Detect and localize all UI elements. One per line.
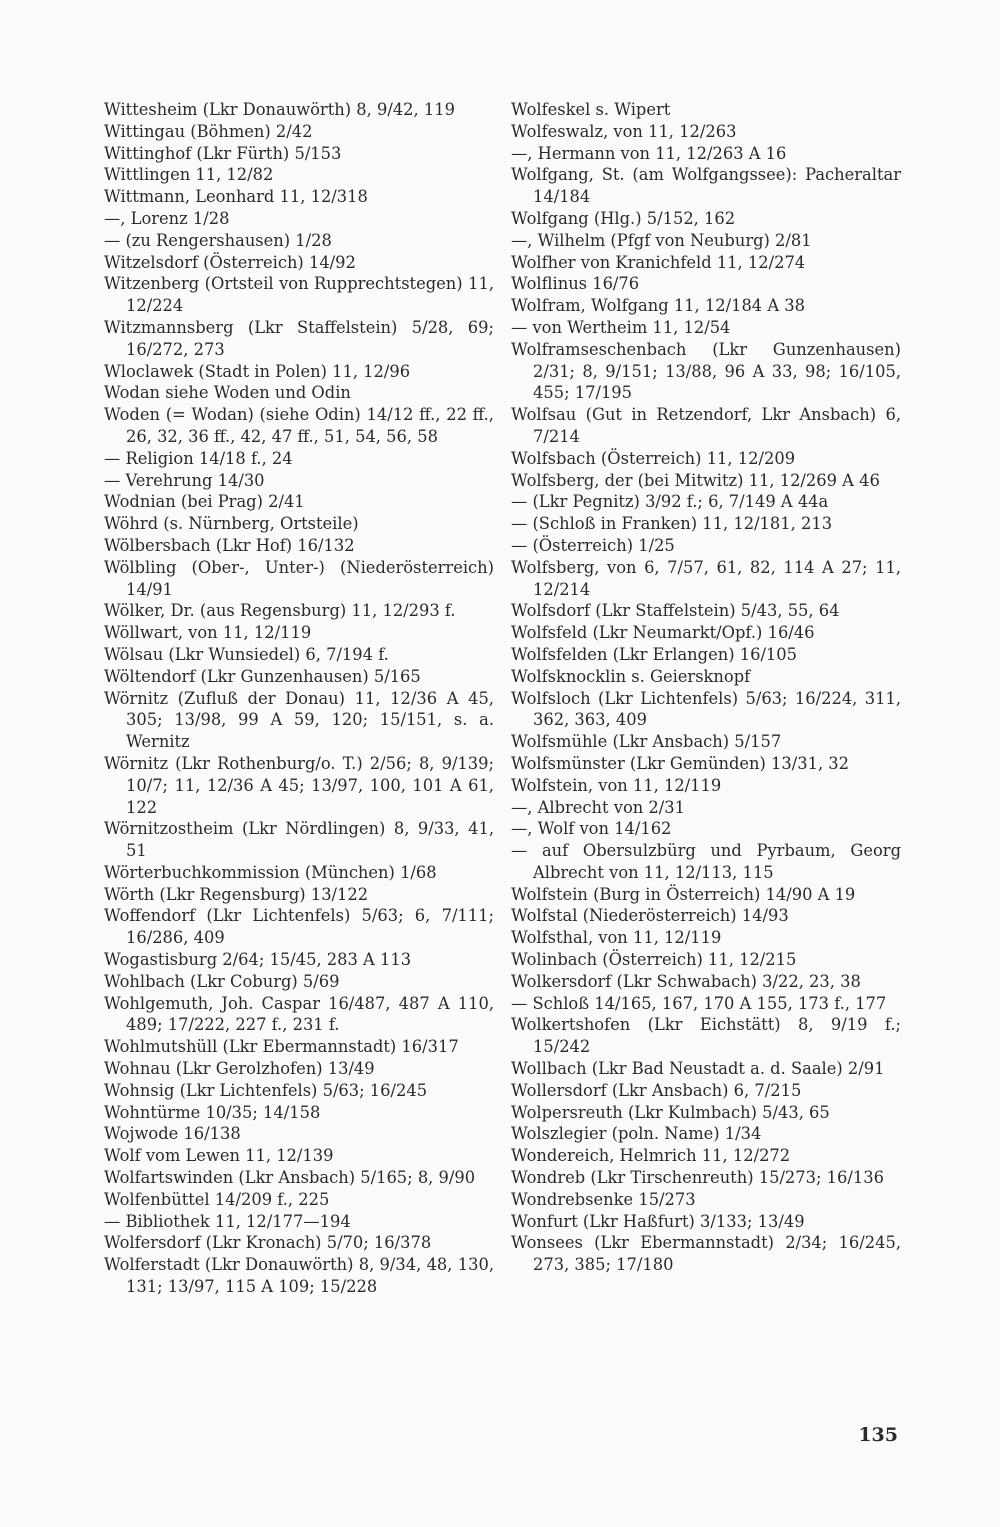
index-entry: Wolfenbüttel 14/209 f., 225 <box>104 1189 330 1209</box>
index-entry: Witzmannsberg (Lkr Staffelstein) 5/28, 69; 16/272, 273 <box>104 317 500 359</box>
index-entry: Wolfsberg, von 6, 7/57, 61, 82, 114 A 27; 11, 12/214 <box>511 557 907 599</box>
index-entry: Wittinghof (Lkr Fürth) 5/153 <box>104 143 342 163</box>
index-entry: Wolfsdorf (Lkr Staffelstein) 5/43, 55, 64 <box>511 601 840 621</box>
index-entry: Wolferstadt (Lkr Donauwörth) 8, 9/34, 48, 130, 131; 13/97, 115 A 109; 15/228 <box>104 1255 500 1297</box>
index-entry: Wodnian (bei Prag) 2/41 <box>104 492 305 512</box>
index-entry: Wloclawek (Stadt in Polen) 11, 12/96 <box>104 361 411 381</box>
index-entry: Wöllwart, von 11, 12/119 <box>104 623 312 643</box>
index-entry: Wörnitz (Lkr Rothenburg/o. T.) 2/56; 8, 9/139; 10/7; 11, 12/36 A 45; 13/97, 100, 101 A 61, 122 <box>104 753 500 817</box>
index-entry: Wohlgemuth, Joh. Caspar 16/487, 487 A 110, 489; 17/222, 227 f., 231 f. <box>104 993 500 1035</box>
index-entry: Wogastisburg 2/64; 15/45, 283 A 113 <box>104 950 412 970</box>
index-entry: —, Albrecht von 2/31 <box>511 797 685 817</box>
index-entry: Wörth (Lkr Regensburg) 13/122 <box>104 884 369 904</box>
index-entry: Wittmann, Leonhard 11, 12/318 <box>104 187 368 207</box>
index-entry: Witzenberg (Ortsteil von Rupprechtstegen) 11, 12/224 <box>104 274 500 316</box>
index-entry: Wolfstal (Niederösterreich) 14/93 <box>511 906 789 926</box>
index-entry: Wolfeswalz, von 11, 12/263 <box>511 121 737 141</box>
index-entry: Wohlbach (Lkr Coburg) 5/69 <box>104 971 340 991</box>
index-entry: — (zu Rengershausen) 1/28 <box>104 230 332 250</box>
index-entry: Wolpersreuth (Lkr Kulmbach) 5/43, 65 <box>511 1102 830 1122</box>
index-entry: Wolfgang (Hlg.) 5/152, 162 <box>511 208 736 228</box>
index-entry: Wolfgang, St. (am Wolfgangssee): Pacheraltar 14/184 <box>511 165 907 207</box>
index-entry: — Schloß 14/165, 167, 170 A 155, 173 f., 177 <box>511 993 887 1013</box>
index-entry: Wohlmutshüll (Lkr Ebermannstadt) 16/317 <box>104 1037 459 1057</box>
index-entry: Wolfsberg, der (bei Mitwitz) 11, 12/269 A 46 <box>511 470 880 490</box>
index-entry: Wolfsfeld (Lkr Neumarkt/Opf.) 16/46 <box>511 623 815 643</box>
index-entry: Wolkersdorf (Lkr Schwabach) 3/22, 23, 38 <box>511 971 861 991</box>
index-entry: Wölsau (Lkr Wunsiedel) 6, 7/194 f. <box>104 644 389 664</box>
index-entry: Wohnsig (Lkr Lichtenfels) 5/63; 16/245 <box>104 1080 428 1100</box>
index-entry: Wolkertshofen (Lkr Eichstätt) 8, 9/19 f.; 15/242 <box>511 1015 907 1057</box>
index-entry: Wohntürme 10/35; 14/158 <box>104 1102 321 1122</box>
index-entry: Wolfsknocklin s. Geiersknopf <box>511 666 751 686</box>
index-entry: Wollbach (Lkr Bad Neustadt a. d. Saale) 2/91 <box>511 1059 885 1079</box>
index-entry: Wohnau (Lkr Gerolzhofen) 13/49 <box>104 1059 375 1079</box>
index-entry: Wolfersdorf (Lkr Kronach) 5/70; 16/378 <box>104 1233 432 1253</box>
index-entry: Woden (= Wodan) (siehe Odin) 14/12 ff., 22 ff., 26, 32, 36 ff., 42, 47 ff., 51, 54, 56, 58 <box>104 405 500 446</box>
index-entry: —, Hermann von 11, 12/263 A 16 <box>511 143 787 163</box>
index-entry: Wölbling (Ober-, Unter-) (Niederösterreich) 14/91 <box>104 557 500 599</box>
index-entry: Wolflinus 16/76 <box>511 274 640 294</box>
index-entry: Wolfstein (Burg in Österreich) 14/90 A 19 <box>511 884 856 904</box>
index-entry: Wolf vom Lewen 11, 12/139 <box>104 1146 334 1166</box>
index-entry: Wöltendorf (Lkr Gunzenhausen) 5/165 <box>104 666 421 686</box>
index-entry: Wöhrd (s. Nürnberg, Ortsteile) <box>104 514 359 534</box>
index-entry: — (Schloß in Franken) 11, 12/181, 213 <box>511 514 833 534</box>
index-entry: Wolfsau (Gut in Retzendorf, Lkr Ansbach) 6, 7/214 <box>511 405 907 446</box>
index-entry: Wolfsmühle (Lkr Ansbach) 5/157 <box>511 732 782 752</box>
index-entry: Wolinbach (Österreich) 11, 12/215 <box>511 950 797 970</box>
index-entry: Wolfsloch (Lkr Lichtenfels) 5/63; 16/224, 311, 362, 363, 409 <box>511 688 907 730</box>
index-entry: Wörnitz (Zufluß der Donau) 11, 12/36 A 45, 305; 13/98, 99 A 59, 120; 15/151, s. a. Wernitz <box>104 688 500 752</box>
index-entry: —, Wolf von 14/162 <box>511 819 672 839</box>
index-entry: — auf Obersulzbürg und Pyrbaum, Georg Albrecht von 11, 12/113, 115 <box>511 841 907 882</box>
index-entry: — Bibliothek 11, 12/177—194 <box>104 1211 351 1231</box>
index-entry: Wölbersbach (Lkr Hof) 16/132 <box>104 535 355 555</box>
page-number: 135 <box>858 1424 898 1446</box>
index-entry: Wittingau (Böhmen) 2/42 <box>104 121 313 141</box>
index-entry: Woffendorf (Lkr Lichtenfels) 5/63; 6, 7/111; 16/286, 409 <box>104 906 500 948</box>
index-entry: Wolfsmünster (Lkr Gemünden) 13/31, 32 <box>511 753 850 773</box>
index-entry: Wolfsfelden (Lkr Erlangen) 16/105 <box>511 644 798 664</box>
index-entry: — (Österreich) 1/25 <box>511 535 675 555</box>
index-entry: Wörnitzostheim (Lkr Nördlingen) 8, 9/33, 41, 51 <box>104 819 500 861</box>
index-column-left <box>104 99 500 1298</box>
index-entry: Wolfram, Wolfgang 11, 12/184 A 38 <box>511 296 805 316</box>
index-entry: Wolfher von Kranichfeld 11, 12/274 <box>511 252 806 272</box>
index-entry: Wittlingen 11, 12/82 <box>104 165 274 185</box>
index-entry: —, Wilhelm (Pfgf von Neuburg) 2/81 <box>511 230 812 250</box>
index-entry: Wondreb (Lkr Tirschenreuth) 15/273; 16/136 <box>511 1168 884 1188</box>
index-entry: Wölker, Dr. (aus Regensburg) 11, 12/293 f. <box>104 601 456 621</box>
index-entry: Wolfartswinden (Lkr Ansbach) 5/165; 8, 9/90 <box>104 1168 476 1188</box>
index-entry: Wolfsthal, von 11, 12/119 <box>511 928 722 948</box>
index-entry: Wolszlegier (poln. Name) 1/34 <box>511 1124 762 1144</box>
index-entry: Wolfsbach (Österreich) 11, 12/209 <box>511 448 796 468</box>
index-entry: Wonsees (Lkr Ebermannstadt) 2/34; 16/245, 273, 385; 17/180 <box>511 1233 907 1275</box>
index-entry: Wonfurt (Lkr Haßfurt) 3/133; 13/49 <box>511 1211 805 1231</box>
index-entry: — Verehrung 14/30 <box>104 470 265 490</box>
index-entry: Wollersdorf (Lkr Ansbach) 6, 7/215 <box>511 1080 802 1100</box>
index-entry: —, Lorenz 1/28 <box>104 208 230 228</box>
index-entry: Wondrebsenke 15/273 <box>511 1189 696 1209</box>
index-entry: Wolfstein, von 11, 12/119 <box>511 775 722 795</box>
index-entry: — (Lkr Pegnitz) 3/92 f.; 6, 7/149 A 44a <box>511 492 829 512</box>
index-entry: — von Wertheim 11, 12/54 <box>511 317 731 337</box>
index-entry: Wondereich, Helmrich 11, 12/272 <box>511 1146 791 1166</box>
index-entry: Wolframseschenbach (Lkr Gunzenhausen) 2/31; 8, 9/151; 13/88, 96 A 33, 98; 16/105, 455; 17/195 <box>511 339 907 403</box>
index-column-right <box>511 99 907 1276</box>
index-entry: — Religion 14/18 f., 24 <box>104 448 293 468</box>
index-entry: Wittesheim (Lkr Donauwörth) 8, 9/42, 119 <box>104 100 455 119</box>
index-entry: Wörterbuchkommission (München) 1/68 <box>104 862 437 882</box>
index-entry: Wojwode 16/138 <box>104 1124 241 1144</box>
index-entry: Wodan siehe Woden und Odin <box>104 383 351 403</box>
index-entry: Witzelsdorf (Österreich) 14/92 <box>104 252 356 272</box>
index-entry: Wolfeskel s. Wipert <box>511 100 671 119</box>
